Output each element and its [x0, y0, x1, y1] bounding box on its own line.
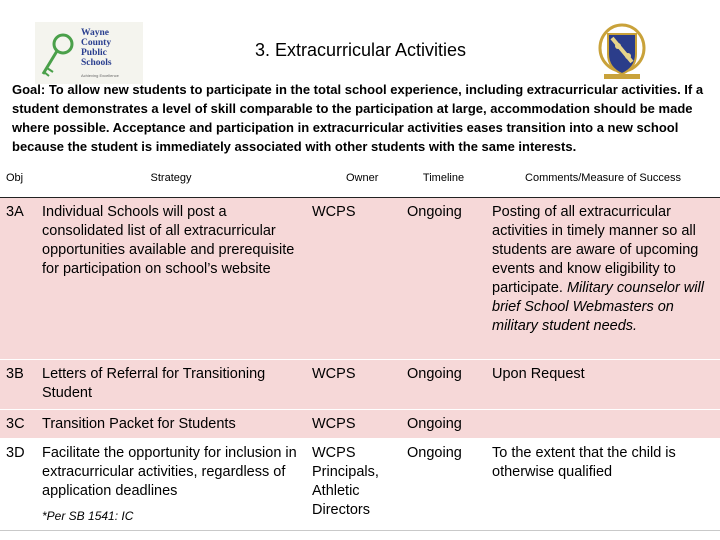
district-logo [35, 22, 143, 84]
cell-obj: 3A [0, 198, 36, 360]
cell-comments [486, 410, 720, 439]
table-row [0, 198, 720, 360]
cell-comments: Upon Request [486, 360, 720, 410]
strategy-table [0, 169, 720, 531]
cell-comments-text: Posting of all extracurricular activities in timely manner so all students are aware of upcoming events and know eligibility to participate. [492, 204, 699, 296]
header-timeline: Timeline [401, 169, 486, 198]
table-row [0, 410, 720, 439]
district-logo-text: Wayne County Public Schools [81, 28, 112, 68]
cell-timeline: Ongoing [401, 410, 486, 439]
cell-strategy-note: *Per SB 1541: IC [42, 509, 134, 523]
cell-obj: 3B [0, 360, 36, 410]
cell-timeline: Ongoing [401, 198, 486, 360]
cell-comments [486, 198, 720, 360]
header-obj: Obj [0, 169, 36, 198]
cell-timeline: Ongoing [401, 360, 486, 410]
goal-paragraph: Goal: To allow new students to participate in the total school experience, including extracurricular activities. If a student demonstrates a level of skill comparable to the participation at large, accommodation should be made where possible. Acceptance and participation in extracurricular activities eases transition into a new school because the student is immediately associated with other students with the same interests. [12, 82, 704, 154]
cell-comments-italic: Military counselor will brief School Webmasters on military student needs. [492, 280, 704, 334]
cell-obj: 3D [0, 439, 36, 531]
key-icon [35, 22, 83, 84]
page-title: 3. Extracurricular Activities [255, 40, 467, 60]
table-row [0, 360, 720, 410]
cell-comments: To the extent that the child is otherwise qualified [486, 439, 720, 531]
cell-strategy: Letters of Referral for Transitioning Student [36, 360, 306, 410]
header-strategy: Strategy [36, 169, 306, 198]
table-row [0, 439, 720, 531]
crest-icon [594, 22, 650, 82]
header-owner: Owner [306, 169, 401, 198]
cell-owner: WCPS [306, 198, 401, 360]
cell-owner: WCPS [306, 410, 401, 439]
cell-strategy [36, 439, 306, 531]
cell-owner: WCPS [306, 360, 401, 410]
district-logo-subtext: Achieving Excellence [81, 73, 119, 78]
cell-owner: WCPS Principals, Athletic Directors [306, 439, 401, 531]
header-comments: Comments/Measure of Success [486, 169, 720, 198]
cell-obj: 3C [0, 410, 36, 439]
cell-timeline: Ongoing [401, 439, 486, 531]
cell-strategy-text: Facilitate the opportunity for inclusion in extracurricular activities, regardless of application deadlines [42, 445, 297, 499]
table-header-row [0, 169, 720, 198]
cell-strategy: Individual Schools will post a consolidated list of all extracurricular opportunities available and prerequisite for participation on school’s website [36, 198, 306, 360]
cell-strategy: Transition Packet for Students [36, 410, 306, 439]
